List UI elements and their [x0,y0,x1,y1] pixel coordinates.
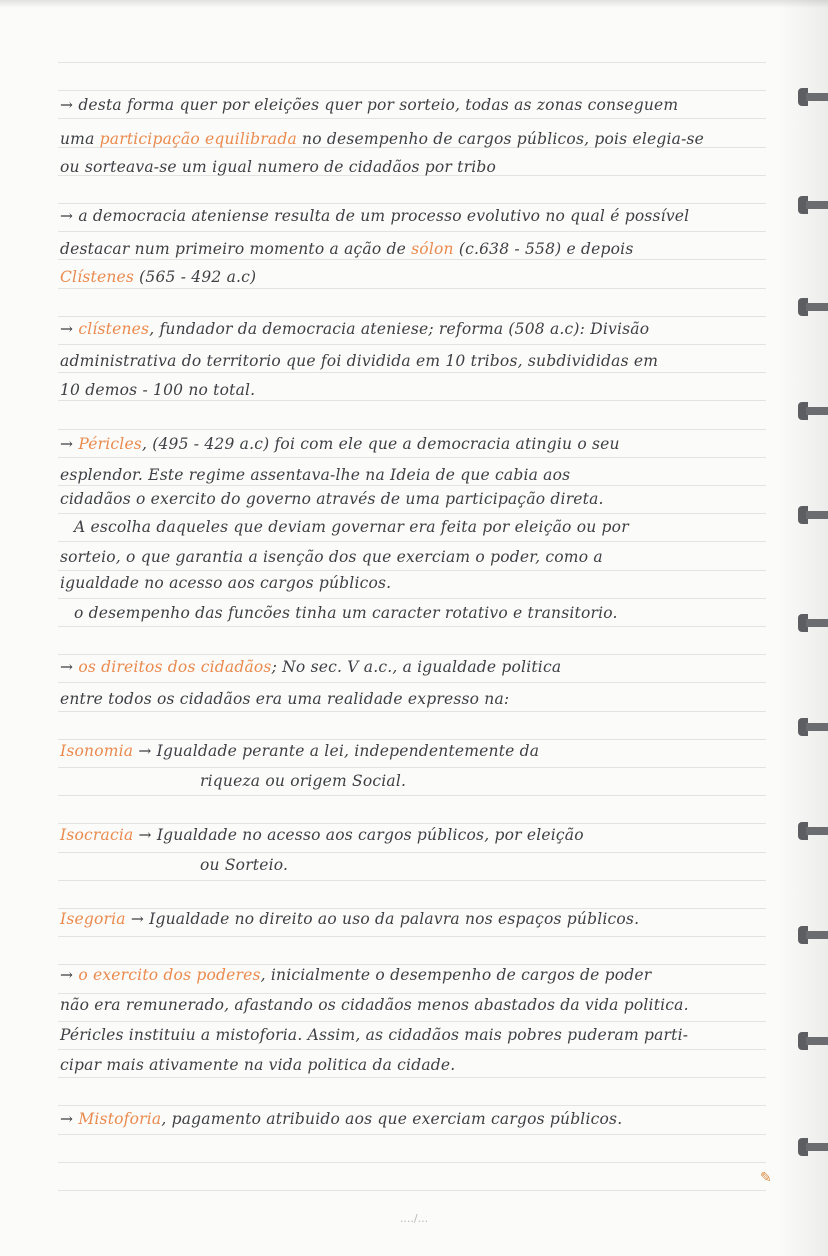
text-line: igualdade no acesso aos cargos públicos. [60,574,392,592]
binder-ring [794,1134,828,1160]
text-line: o desempenho das funcões tinha um caracter rotativo e transitorio. [74,604,618,622]
binder-ring [794,818,828,844]
ruled-line [58,316,766,317]
ruled-line [58,1134,766,1135]
text-line: administrativa do territorio que foi dividida em 10 tribos, subdivididas em [60,352,659,370]
ruled-line [58,118,766,119]
binder-ring [794,502,828,528]
text-line: Isonomia → Igualdade perante a lei, independentemente da [60,742,540,760]
page-top-shadow [0,0,828,8]
highlighted-term: os direitos dos cidadãos [78,658,272,676]
binder-ring-bar [806,511,828,519]
binder-ring-bar [806,931,828,939]
highlighted-term: Péricles [78,435,142,453]
ruled-line [58,541,766,542]
binder-ring [794,84,828,110]
text-line: ou sorteava-se um igual numero de cidadãos por tribo [60,158,497,176]
text-line: → Mistoforia, pagamento atribuido aos que exerciam cargos públicos. [60,1110,623,1128]
ruled-line [58,485,766,486]
binder-ring-bar [806,1037,828,1045]
text-line: → Péricles, (495 - 429 a.c) foi com ele que a democracia atingiu o seu [60,435,620,453]
ruled-line [58,626,766,627]
ruled-line [58,852,766,853]
ruled-line [58,513,766,514]
highlighted-term: Isocracia [60,826,134,844]
ruled-line [58,1077,766,1078]
ruled-line [58,908,766,909]
text-line: esplendor. Este regime assentava-lhe na Ideia de que cabia aos [60,466,571,484]
binder-ring-bar [806,723,828,731]
ruled-line [58,344,766,345]
ruled-line [58,259,766,260]
binder-ring [794,294,828,320]
binder-ring [794,192,828,218]
binder-ring-bar [806,1143,828,1151]
ruled-line [58,429,766,430]
ruled-line [58,767,766,768]
ruled-line [58,795,766,796]
binder-ring [794,1028,828,1054]
ruled-line [58,1049,766,1050]
binder-ring-bar [806,407,828,415]
text-line: sorteio, o que garantia a isenção dos que exerciam o poder, como a [60,548,603,566]
text-line: → o exercito dos poderes, inicialmente o desempenho de cargos de poder [60,966,652,984]
binder-ring [794,714,828,740]
text-line: Isegoria → Igualdade no direito ao uso da palavra nos espaços públicos. [60,910,640,928]
text-line: → clístenes, fundador da democracia ateniese; reforma (508 a.c): Divisão [60,320,650,338]
highlighted-term: Clístenes [60,268,135,286]
ruled-line [58,823,766,824]
text-line: → os direitos dos cidadãos; No sec. V a.c., a igualdade politica [60,658,562,676]
highlighted-term: Mistoforia [78,1110,162,1128]
ruled-line [58,1105,766,1106]
ruled-line [58,231,766,232]
text-line: Clístenes (565 - 492 a.c) [60,268,257,286]
ruled-line [58,570,766,571]
text-line: A escolha daqueles que deviam governar era feita por eleição ou por [74,518,629,536]
ruled-line [58,993,766,994]
highlighted-term: sólon [411,240,454,258]
ruled-line [58,372,766,373]
ruled-line [58,62,766,63]
ruled-line [58,1021,766,1022]
highlighted-term: participação equilibrada [99,130,297,148]
binder-ring-bar [806,619,828,627]
text-line: riqueza ou origem Social. [200,772,407,790]
text-line: destacar num primeiro momento a ação de sólon (c.638 - 558) e depois [60,240,634,258]
text-line: cidadãos o exercito do governo através de uma participação direta. [60,490,604,508]
ruled-line [58,90,766,91]
ruled-line [58,598,766,599]
binder-ring [794,922,828,948]
ruled-line [58,288,766,289]
pen-icon: ✎ [760,1170,772,1186]
binder-ring-bar [806,93,828,101]
text-line: Isocracia → Igualdade no acesso aos cargos públicos, por eleição [60,826,584,844]
ruled-line [58,654,766,655]
ruled-line [58,964,766,965]
text-line: ou Sorteio. [200,856,289,874]
text-line: uma participação equilibrada no desempenho de cargos públicos, pois elegia-se [60,130,705,148]
text-line: → desta forma quer por eleições quer por sorteio, todas as zonas conseguem [60,96,679,114]
ruled-line [58,682,766,683]
ruled-line [58,880,766,881]
highlighted-term: Isegoria [60,910,126,928]
ruled-line [58,1190,766,1191]
ruled-line [58,1162,766,1163]
text-line: entre todos os cidadãos era uma realidade expresso na: [60,690,510,708]
binder-ring-bar [806,201,828,209]
ruled-line [58,400,766,401]
text-line: cipar mais ativamente na vida politica da cidade. [60,1056,456,1074]
text-line: Péricles instituiu a mistoforia. Assim, as cidadãos mais pobres puderam parti- [60,1026,689,1044]
binder-ring [794,610,828,636]
ruled-line [58,203,766,204]
binder-ring-bar [806,303,828,311]
ruled-line [58,936,766,937]
highlighted-term: Isonomia [60,742,134,760]
ruled-line [58,739,766,740]
page-marker: ..../... [399,1212,429,1225]
text-line: → a democracia ateniense resulta de um processo evolutivo no qual é possível [60,207,690,225]
highlighted-term: clístenes [78,320,150,338]
highlighted-term: o exercito dos poderes [78,966,261,984]
ruled-line [58,457,766,458]
ruled-line [58,711,766,712]
binder-ring-bar [806,827,828,835]
text-line: não era remunerado, afastando os cidadãos menos abastados da vida politica. [60,996,689,1014]
binder-ring [794,398,828,424]
text-line: 10 demos - 100 no total. [60,381,256,399]
